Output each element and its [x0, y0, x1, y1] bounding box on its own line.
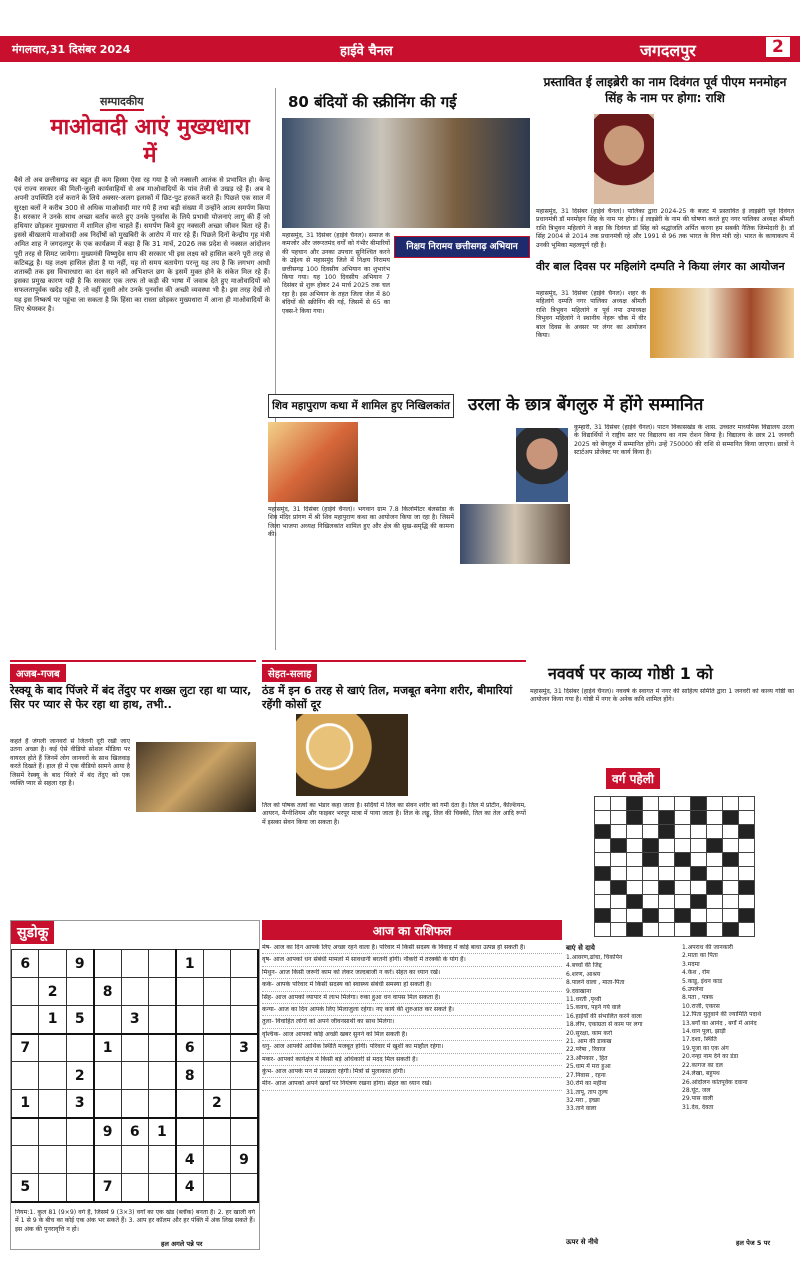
- sudoku-cell[interactable]: [176, 1090, 203, 1118]
- crossword-cell[interactable]: [643, 825, 659, 839]
- section-band: सेहत-सलाह: [262, 664, 317, 682]
- crossword-clue: 22.कागज का दल: [682, 1061, 723, 1069]
- crossword-clue: 18.लीप, एकाग्रता से काम पर लगा: [566, 1021, 643, 1029]
- crossword-cell[interactable]: [611, 839, 627, 853]
- crossword-cell[interactable]: [611, 825, 627, 839]
- crossword-clue: 32.मरा , इच्छा: [566, 1096, 600, 1104]
- sudoku-cell[interactable]: [66, 1146, 93, 1174]
- crossword-cell[interactable]: [707, 839, 723, 853]
- crossword-clue: 31.देव, देवता: [682, 1103, 714, 1111]
- rashi-item: धनु- आज आपकी आर्थिक स्थिति मजबूत होगी। परिवार में खुशी का माहौल रहेगा।: [262, 1043, 562, 1053]
- crossword-cell[interactable]: [691, 895, 707, 909]
- crossword-cell[interactable]: [707, 853, 723, 867]
- crossword-cell[interactable]: [675, 797, 691, 811]
- crossword-cell[interactable]: [659, 839, 675, 853]
- sudoku-cell[interactable]: 9: [66, 950, 93, 978]
- section-band: सुडोकू: [11, 921, 54, 944]
- sudoku-cell[interactable]: [39, 1174, 66, 1202]
- sudoku-cell[interactable]: 6: [121, 1118, 148, 1146]
- sudoku-cell[interactable]: [12, 1118, 39, 1146]
- sudoku-cell[interactable]: 1: [148, 1118, 175, 1146]
- sudoku-cell[interactable]: [231, 1174, 258, 1202]
- crossword-clue: 10.राजी, एकरस: [682, 1002, 720, 1010]
- crossword-cell[interactable]: [611, 853, 627, 867]
- sudoku-cell[interactable]: [121, 950, 148, 978]
- sudoku-cell[interactable]: 2: [39, 978, 66, 1006]
- crossword-cell[interactable]: [739, 867, 755, 881]
- sudoku-cell[interactable]: 7: [12, 1034, 39, 1062]
- rashi-item: कुंभ- आज आपके मन में प्रसन्नता रहेगी। मित्रों से मुलाकात होगी।: [262, 1068, 562, 1078]
- crossword-cell[interactable]: [723, 853, 739, 867]
- crossword-clue: 20.सुरक्षा, काम करो: [566, 1029, 612, 1037]
- crossword-cell[interactable]: [643, 797, 659, 811]
- crossword-cell[interactable]: [723, 839, 739, 853]
- sesame-photo: [296, 714, 408, 796]
- sudoku-cell[interactable]: [39, 1146, 66, 1174]
- crossword-clue: 4.केश , रोम: [682, 969, 710, 977]
- sudoku-cell[interactable]: [148, 950, 175, 978]
- crossword-cell[interactable]: [659, 895, 675, 909]
- sudoku-cell[interactable]: 6: [12, 950, 39, 978]
- sudoku-cell[interactable]: [148, 1146, 175, 1174]
- crossword-cell[interactable]: [675, 853, 691, 867]
- crossword-cell[interactable]: [627, 881, 643, 895]
- editorial: [10, 88, 276, 650]
- sudoku-cell[interactable]: [148, 978, 175, 1006]
- crossword-cell[interactable]: [691, 853, 707, 867]
- ajab-gajab: [10, 660, 256, 912]
- screening-photo: [282, 118, 530, 228]
- crossword-cell[interactable]: [707, 825, 723, 839]
- crossword-cell[interactable]: [707, 895, 723, 909]
- langar-photo: [650, 288, 794, 358]
- crossword-clue: 5.काडू, इंधन काड: [682, 977, 723, 985]
- crossword-cell[interactable]: [611, 923, 627, 937]
- crossword-cell[interactable]: [675, 811, 691, 825]
- crossword-cell[interactable]: [611, 881, 627, 895]
- crossword-clue: 31.तापू, ताप तुल्य: [566, 1088, 608, 1096]
- crossword-clue: 11.धरती ,पृथ्वी: [566, 996, 602, 1004]
- headline: शिव महापुराण कथा में शामिल हुए निखिलकांत: [272, 400, 450, 412]
- crossword-cell[interactable]: [627, 853, 643, 867]
- rashi-item: मिथुन- आज किसी जरूरी काम को लेकर जल्दबाजी न करें। सेहत का ध्यान रखें।: [262, 969, 562, 979]
- crossword-cell[interactable]: [611, 867, 627, 881]
- sudoku-cell[interactable]: [12, 978, 39, 1006]
- crossword-cell[interactable]: [595, 839, 611, 853]
- crossword-cell[interactable]: [659, 909, 675, 923]
- crossword-clue: 6.उपलेना: [682, 986, 704, 994]
- masthead: [0, 36, 800, 62]
- crossword-clue: 26.आंदोलन कांतपूर्वक दवाना: [682, 1078, 748, 1086]
- crossword-clue: 8.पालने वाला , माता-पिता: [566, 979, 625, 987]
- crossword-cell[interactable]: [723, 909, 739, 923]
- sudoku-cell[interactable]: [148, 1174, 175, 1202]
- sudoku-cell[interactable]: 6: [176, 1034, 203, 1062]
- crossword-cell[interactable]: [643, 867, 659, 881]
- sudoku-cell[interactable]: [121, 1146, 148, 1174]
- shiv-puran-photo: [268, 422, 358, 502]
- crossword-clue: 9.दवाखाना: [566, 987, 592, 995]
- crossword-cell[interactable]: [675, 881, 691, 895]
- body: महासमुंद, 31 दिसंबर (हाईवे चैनल)। नववर्ष के स्वागत में नगर की साहित्य समिति द्वारा 1 जनवरी को काव्य गोष्ठी का आयोजन किया गया है। गोष्ठी में नगर के अनेक कवि शामिल होंगे।: [530, 688, 794, 704]
- headline: रेस्क्यू के बाद पिंजरे में बंद तेंदुए पर शख्स लुटा रहा था प्यार, सिर पर प्यार से फेर रहा था हाथ, तभी..: [10, 684, 252, 711]
- crossword-cell[interactable]: [739, 797, 755, 811]
- across-heading: बाएं से दाये: [566, 944, 595, 952]
- crossword-cell[interactable]: [595, 811, 611, 825]
- sudoku-cell[interactable]: 1: [12, 1090, 39, 1118]
- crossword-cell[interactable]: [659, 881, 675, 895]
- crossword-clue: 27.निवास , रहना: [566, 1071, 606, 1079]
- crossword-cell[interactable]: [611, 895, 627, 909]
- crossword-cell[interactable]: [659, 853, 675, 867]
- sudoku-cell[interactable]: [203, 1006, 230, 1034]
- body: महासमुंद, 31 दिसंबर (हाईवे चैनल)। पालिका द्वारा 2024-25 के बजट में प्रस्तावित ई लाइब्रेरी पूर्व दिवंगत प्रधानमंत्री डॉ मनमोहन सिंह के नाम पर होगा। ई लाइब्रेरी के नाम की घोषणा करते हुए नगर पालिका अध्यक्ष श्रीमती राशि त्रिभुवन महिलांगे ने कहा कि दिवंगत डॉ सिंह को श्रद्धांजलि अर्पित करना हम सबकी नैतिक जिम्मेदारी है। डॉ सिंह 2004 से 2014 तक प्रधानमंत्री रहे और 1991 से 96 तक भारत के वित्त मंत्री रहे। भारत के कायाकल्प में उनकी भूमिका महत्वपूर्ण रही है।: [536, 208, 794, 249]
- crossword-cell[interactable]: [627, 811, 643, 825]
- crossword-cell[interactable]: [595, 853, 611, 867]
- story-langar: [536, 260, 794, 388]
- headline: नववर्ष पर काव्य गोष्ठी 1 को: [548, 664, 713, 683]
- crossword-clue: 16.हाईयाँ की संभालित करने वाला: [566, 1012, 642, 1020]
- crossword-cell[interactable]: [643, 923, 659, 937]
- crossword: [566, 768, 794, 1254]
- crossword-cell[interactable]: [723, 811, 739, 825]
- sudoku-cell[interactable]: [94, 1006, 121, 1034]
- crossword-cell[interactable]: [675, 867, 691, 881]
- sudoku-cell[interactable]: [66, 1034, 93, 1062]
- rashi-item: तुला- विवाहित लोगों को अपने जीवनसाथी का साथ मिलेगा।: [262, 1018, 562, 1028]
- sudoku-cell[interactable]: [121, 1090, 148, 1118]
- crossword-cell[interactable]: [739, 923, 755, 937]
- crossword-clue: 2.माता का पिता: [682, 952, 718, 960]
- headline: उरला के छात्र बेंगलुरु में होंगे सम्मानित: [468, 395, 704, 415]
- story-elibrary: [536, 74, 794, 254]
- crossword-cell[interactable]: [691, 811, 707, 825]
- student-photo: [460, 504, 570, 564]
- crossword-cell[interactable]: [691, 923, 707, 937]
- crossword-cell[interactable]: [595, 923, 611, 937]
- crossword-cell[interactable]: [595, 867, 611, 881]
- rashi-item: कर्क- आपके परिवार में किसी सदस्य को स्वास्थ्य संबंधी समस्या हो सकती है।: [262, 981, 562, 991]
- story-shiv-puran: [268, 392, 454, 654]
- rashi-item: वृष- आज आपको धन संबंधी मामलों में सावधानी बरतनी होगी। नौकरी में तरक्की के योग हैं।: [262, 956, 562, 966]
- sudoku-cell[interactable]: [121, 1174, 148, 1202]
- sudoku-cell[interactable]: [66, 1174, 93, 1202]
- sudoku-cell[interactable]: 9: [231, 1146, 258, 1174]
- rashi-item: वृश्चिक- आज आपको कोई अच्छी खबर सुनने को मिल सकती है।: [262, 1031, 562, 1041]
- sudoku-cell[interactable]: [39, 1062, 66, 1090]
- crossword-cell[interactable]: [707, 811, 723, 825]
- crossword-cell[interactable]: [739, 895, 755, 909]
- crossword-cell[interactable]: [627, 839, 643, 853]
- sudoku-cell[interactable]: 8: [176, 1062, 203, 1090]
- sudoku-cell[interactable]: [121, 1034, 148, 1062]
- crossword-cell[interactable]: [595, 895, 611, 909]
- rashi-item: मेष- आज का दिन आपके लिए अच्छा रहने वाला है। परिवार में किसी सदस्य के विवाह में कोई बाधा उत्पन्न हो सकती है।: [262, 944, 562, 954]
- crossword-cell[interactable]: [643, 895, 659, 909]
- crossword-clue: 8.पता , पत्रक: [682, 994, 714, 1002]
- issue-date: मंगलवार,31 दिसंबर 2024: [12, 43, 131, 56]
- rashifal: [262, 920, 562, 1250]
- crossword-cell[interactable]: [739, 881, 755, 895]
- crossword-cell[interactable]: [691, 881, 707, 895]
- crossword-cell[interactable]: [627, 923, 643, 937]
- sudoku-cell[interactable]: [94, 950, 121, 978]
- crossword-clue: 33.ताने वाला: [566, 1105, 597, 1113]
- sudoku-cell[interactable]: 1: [94, 1034, 121, 1062]
- crossword-cell[interactable]: [739, 853, 755, 867]
- crossword-clue: 29.पास वाली: [682, 1095, 713, 1103]
- crossword-cell[interactable]: [627, 825, 643, 839]
- sudoku-cell[interactable]: [39, 1090, 66, 1118]
- crossword-cell[interactable]: [643, 811, 659, 825]
- crossword-cell[interactable]: [707, 881, 723, 895]
- crossword-clue: 24.लेखा, बहुपथ: [682, 1070, 720, 1078]
- story-urla: [460, 392, 794, 654]
- crossword-cell[interactable]: [675, 839, 691, 853]
- sudoku-cell[interactable]: 3: [66, 1090, 93, 1118]
- sudoku-cell[interactable]: [203, 1146, 230, 1174]
- sudoku-cell[interactable]: [66, 1118, 93, 1146]
- sudoku-cell[interactable]: [203, 1034, 230, 1062]
- sudoku-cell[interactable]: 5: [66, 1006, 93, 1034]
- body: महासमुंद, 31 दिसंबर (हाईवे चैनल)। भगवान ग्राम 7.8 किलोमीटर बेलसोंडा के शिव मंदिर प्रांगण में श्री शिव महापुराण कथा का आयोजन किया जा रहा है। जिसमें जिला भाजपा अध्यक्ष निखिलकांत शामिल हुए और क्षेत्र की सुख-समृद्धि की कामना की।: [268, 506, 454, 539]
- down-heading: ऊपर से नीचे: [566, 1238, 599, 1246]
- crossword-cell[interactable]: [595, 881, 611, 895]
- crossword-cell[interactable]: [723, 881, 739, 895]
- crossword-clue: 1.आवरण,ढांचा, चिकोर्पन: [566, 954, 623, 961]
- crossword-clue: 28.घूंट, जल: [682, 1086, 711, 1094]
- crossword-cell[interactable]: [659, 811, 675, 825]
- crossword-cell[interactable]: [723, 867, 739, 881]
- sudoku-cell[interactable]: [231, 1062, 258, 1090]
- headline-bar: [268, 394, 454, 418]
- crossword-clue: 1.अपराध की जानकारी: [682, 944, 733, 951]
- headline: ठंड में इन 6 तरह से खाएं तिल, मजबूत बनेगा शरीर, बीमारियां रहेंगी कोसों दूर: [262, 684, 513, 711]
- rashifal-list: [262, 944, 562, 1250]
- sudoku-cell[interactable]: [203, 1118, 230, 1146]
- crossword-cell[interactable]: [739, 811, 755, 825]
- crossword-clue: 22.परेषा , रिवाज: [566, 1046, 606, 1054]
- sudoku-cell[interactable]: 4: [176, 1174, 203, 1202]
- crossword-clue: 25.धाम में मरा हुआ: [566, 1063, 611, 1071]
- crossword-cell[interactable]: [675, 909, 691, 923]
- sudoku-cell[interactable]: 9: [94, 1118, 121, 1146]
- crossword-clue: 4.बच्चों की जिद्द: [566, 962, 602, 970]
- sudoku-cell[interactable]: [176, 1118, 203, 1146]
- sudoku-cell[interactable]: [148, 1006, 175, 1034]
- sudoku-cell[interactable]: 2: [203, 1090, 230, 1118]
- crossword-clue: 19.पूजा का एक अंग: [682, 1044, 729, 1052]
- body: महासमुंद, 31 दिसंबर (हाईवे चैनल)। समाज के कमजोर और जरूरतमंद वर्गों को गंभीर बीमारियों की पहचान और उनका उपचार सुनिश्चित करने के उद्देश्य से महासमुंद जिले में निक्षय निरामय छत्तीसगढ़ 100 दिवसीय अभियान का शुभारंभ किया गया। यह 100 दिवसीय अभियान 7 दिसंबर से शुरू होकर 24 मार्च 2025 तक चल रहा है। इस अभियान के तहत जिला जेल में 80 बंदियों की स्क्रीनिंग की गई, जिसमें से 65 का एक्स-रे किया गया।: [282, 232, 390, 315]
- down-clues: [682, 944, 794, 1234]
- sudoku-cell[interactable]: [148, 1062, 175, 1090]
- sudoku-cell[interactable]: [12, 1146, 39, 1174]
- rashi-item: मीन- आज आपको अपने खर्चों पर नियंत्रण रखना होगा। सेहत का ध्यान रखें।: [262, 1080, 562, 1090]
- sudoku-cell[interactable]: [231, 950, 258, 978]
- editorial-title: माओवादी आएं मुख्यधारा में: [50, 115, 250, 168]
- crossword-cell[interactable]: [691, 867, 707, 881]
- crossword-clue: 17.दशा, स्थिति: [682, 1036, 717, 1044]
- sudoku-cell[interactable]: [203, 1174, 230, 1202]
- crossword-cell[interactable]: [723, 797, 739, 811]
- crossword-cell[interactable]: [707, 923, 723, 937]
- sudoku-cell[interactable]: [148, 1090, 175, 1118]
- sudoku-cell[interactable]: [231, 1006, 258, 1034]
- sudoku-cell[interactable]: [231, 978, 258, 1006]
- crossword-cell[interactable]: [643, 839, 659, 853]
- sudoku-grid[interactable]: [11, 949, 259, 1203]
- crossword-cell[interactable]: [707, 797, 723, 811]
- crossword-cell[interactable]: [643, 909, 659, 923]
- sudoku-cell[interactable]: [94, 1090, 121, 1118]
- crossword-cell[interactable]: [611, 909, 627, 923]
- crossword-cell[interactable]: [723, 923, 739, 937]
- sudoku-cell[interactable]: 4: [176, 1146, 203, 1174]
- paper-name: हाईवे चैनल: [340, 44, 393, 59]
- sudoku-rules: नियम:1. कुल 81 (9×9) वर्ग हैं, जिसमें 9 (3×3) वर्गों का एक खंड (ब्लॉक) बनता है। 2. हर खाली वर्ग में 1 से 9 के बीच का कोई एक अंक भर सकते हैं। 3. आप हर कॉलम और हर पंक्ति में अंक लिख सकते हैं। इस अंक की पुनरावृत्ति न हो।: [15, 1209, 255, 1233]
- sudoku-cell[interactable]: [203, 1062, 230, 1090]
- crossword-cell[interactable]: [595, 909, 611, 923]
- sudoku-cell[interactable]: [203, 950, 230, 978]
- crossword-cell[interactable]: [611, 811, 627, 825]
- crossword-cell[interactable]: [595, 797, 611, 811]
- crossword-cell[interactable]: [723, 825, 739, 839]
- body: कुम्हारी, 31 दिसंबर (हाईवे चैनल)। पाटन विकासखंड के शास. उच्चतर माध्यमिक विद्यालय उरला के विद्यार्थियों ने राष्ट्रीय स्तर पर विद्यालय का नाम रोशन किया है। विद्यालय के छात्र 21 जनवरी 2025 को बेंगलुरु में सम्मानित होंगे। उन्हें 750000 की राशि से सम्मानित किया जाएगा। छात्रों ने स्टार्टअप प्रोजेक्ट पर कार्य किया है।: [574, 424, 794, 457]
- sudoku-cell[interactable]: 1: [176, 950, 203, 978]
- editorial-body: बैसे तो अब छत्तीसगढ़ का बहुत ही कम हिस्सा ऐसा रह गया है जो नक्सली आतंक से प्रभावित हो। केन्द्र एवं राज्य सरकार की मिली-जुली कार्यवाहियों से अब माओवादियों के पांव तेजी से उखड़ रहे हैं। अब वे अपनी उपस्थिति दर्ज कराने के लिये अक्सर-अलग इलाकों में छिट-पुट हरकतें करते हैं। पिछले एक साल में सुरक्षा बलों ने करीब 300 से अधिक माओवादी मार गये हैं तथा बड़ी संख्या में उन्होंने आत्म समर्पण किया है। सरकार ने उनके साथ अच्छा बर्ताव करते हुए उनके पुनर्वास के लिये प्रभावी योजनाएं लागू की हैं जो हथियार छोड़कर मुख्यधारा में शामिल होना चाहते हैं। समर्पण किये हुए नक्सली अच्छा जीवन बिता रहे हैं। इससे बीखलाये माओवादी अब निर्दोषों को मुखबिरी के आरोप में मार रहे हैं। पिछले दिनों केन्द्रीय गृह मंत्री अमित शाह ने जगदलपुर के एक कार्यक्रम में कहा है कि 31 मार्च, 2026 तक प्रदेश से नक्सल आंदोलन पूरी तरह से सिमट जायेगा। मुख्यमंत्री विष्णुदेव साय की सरकार भी इस लक्ष्य को हासिल करने पूरी तरह से कटिबद्ध है। यह लक्ष्य हासिल होता है या नहीं, यह तो समय बतायेगा परन्तु यह तय है कि लगभग आधी शताब्दी तक इस विचारधारा का दंश सहने को अभिशप्त छग के इसमें मुक्त होने के संकेत मिल रहे हैं। इसका प्रमुख कारण यही है कि सरकार एक तरफ तो कड़ी की भाषा में जवाब देते हुए माओवादियों को सफलतापूर्वक खदेड़ रही है, तो वहीं दूसरी ओर उनके पुनर्वास की अच्छी व्यवस्था भी है। इस तरह देखें तो यह इस निष्कर्ष पर पहुंचा जा सकता है कि हिंसा का रास्ता छोड़कर मुख्यधारा में आना ही माओवादियों के लिए श्रेयस्कर है।: [14, 176, 270, 313]
- crossword-cell[interactable]: [595, 825, 611, 839]
- sudoku-cell[interactable]: [176, 1006, 203, 1034]
- crossword-clue: 30.रोमे का महीना: [566, 1080, 607, 1088]
- crossword-cell[interactable]: [659, 923, 675, 937]
- crossword-clue: 23.औपकार , हित: [566, 1054, 608, 1062]
- crossword-answer: हल पेज 5 पर: [736, 1239, 771, 1247]
- crossword-cell[interactable]: [659, 797, 675, 811]
- city-name: जगदलपुर: [640, 41, 696, 60]
- crossword-cell[interactable]: [691, 909, 707, 923]
- story-screening: [282, 88, 530, 388]
- sudoku-cell[interactable]: 3: [231, 1034, 258, 1062]
- leopard-photo: [136, 742, 256, 812]
- crossword-clue: 20.नन्हा नाम देने का डंडा: [682, 1053, 739, 1061]
- box-label-text: निक्षय निरामय छत्तीसगढ़ अभियान: [406, 242, 518, 252]
- crossword-cell[interactable]: [707, 909, 723, 923]
- story-kavya-goshthi: [530, 660, 794, 762]
- rashi-item: मकर- आपको कार्यक्षेत्र में किसी बड़े अधिकारी से मदद मिल सकती है।: [262, 1056, 562, 1066]
- crossword-clue: 6.शरण, आश्रय: [566, 970, 601, 978]
- crossword-cell[interactable]: [627, 797, 643, 811]
- crossword-cell[interactable]: [723, 895, 739, 909]
- crossword-cell[interactable]: [691, 797, 707, 811]
- editorial-section: सम्पादकीय: [100, 94, 144, 111]
- sudoku-cell[interactable]: 8: [94, 978, 121, 1006]
- crossword-clue: 13.बर्गों का आनंद , बर्गों में आनंद: [682, 1019, 757, 1027]
- box-label: [394, 236, 530, 258]
- section-band-text: आज का राशिफल: [372, 924, 452, 938]
- section-band: अजब-गजब: [10, 664, 66, 682]
- page-number: 2: [766, 37, 790, 57]
- sudoku-cell[interactable]: [94, 1146, 121, 1174]
- crossword-cell[interactable]: [675, 923, 691, 937]
- crossword-cell[interactable]: [659, 867, 675, 881]
- crossword-cell[interactable]: [707, 867, 723, 881]
- sudoku-cell[interactable]: [66, 978, 93, 1006]
- across-clues: [566, 954, 678, 1244]
- crossword-cell[interactable]: [675, 825, 691, 839]
- rashi-portrait: [594, 114, 654, 204]
- sudoku-cell[interactable]: 3: [121, 1006, 148, 1034]
- crossword-cell[interactable]: [691, 839, 707, 853]
- crossword-cell[interactable]: [643, 881, 659, 895]
- body: कहते हैं जंगली जानवरों से जितनी दूरी रखी जाए उतना अच्छा है। कई ऐसे वीडियो सोशल मीडिया पर वायरल होते हैं जिनमें लोग जानवरों के साथ खिलवाड़ करते दिखते हैं। हाल ही में एक वीडियो सामने आया है जिसमें रेस्क्यू के बाद पिंजरे में बंद तेंदुए को एक व्यक्ति प्यार से सहला रहा है।: [10, 738, 130, 788]
- crossword-clue: 12.पिता मुतुवाने की ज्यामिति पदार्थ: [682, 1011, 762, 1019]
- sudoku: [10, 920, 260, 1250]
- crossword-grid[interactable]: [594, 796, 755, 937]
- sudoku-cell[interactable]: 5: [12, 1174, 39, 1202]
- sudoku-cell[interactable]: [12, 1062, 39, 1090]
- headline: वीर बाल दिवस पर महिलांगे दम्पति ने किया लंगर का आयोजन: [536, 260, 785, 273]
- crossword-cell[interactable]: [659, 825, 675, 839]
- crossword-cell[interactable]: [739, 909, 755, 923]
- crossword-cell[interactable]: [627, 867, 643, 881]
- sudoku-cell[interactable]: [39, 1034, 66, 1062]
- body: महासमुंद, 31 दिसंबर (हाईवे चैनल)। शहर के महिलांगे दम्पति नगर पालिका अध्यक्ष श्रीमती राशि त्रिभुवन महिलांगे व पूर्व नपा उपाध्यक्ष त्रिभुवन महिलांगे ने स्थानीय नेहरू चौक में वीर बाल दिवस के अवसर पर लंगर का आयोजन किया।: [536, 290, 646, 340]
- sudoku-cell[interactable]: [39, 1118, 66, 1146]
- headline: प्रस्तावित ई लाइब्रेरी का नाम दिवंगत पूर्व पीएम मनमोहन सिंह के नाम पर होगा: राशि: [543, 75, 787, 105]
- body: तिल को पोषक तत्वों का भंडार कहा जाता है। सर्दियों में तिल का सेवन शरीर को गर्मी देता है। तिल में प्रोटीन, कैल्शियम, आयरन, मैग्नीशियम और फाइबर भरपूर मात्रा में पाया जाता है। तिल के लड्डू, तिल की चिक्की, तिल का तेल आदि रूपों में इसका सेवन किया जा सकता है।: [262, 802, 526, 826]
- sudoku-answer: हल अगले पन्ने पर: [161, 1240, 203, 1248]
- sudoku-cell[interactable]: [176, 978, 203, 1006]
- sudoku-cell[interactable]: [121, 978, 148, 1006]
- sudoku-cell[interactable]: 1: [39, 1006, 66, 1034]
- student-portrait: [516, 428, 568, 502]
- sudoku-cell[interactable]: [231, 1090, 258, 1118]
- sudoku-cell[interactable]: [231, 1118, 258, 1146]
- crossword-cell[interactable]: [611, 797, 627, 811]
- headline: 80 बंदियों की स्क्रीनिंग की गई: [288, 93, 457, 111]
- section-band: वर्ग पहेली: [606, 768, 660, 789]
- sudoku-cell[interactable]: [203, 978, 230, 1006]
- sudoku-cell[interactable]: [94, 1062, 121, 1090]
- crossword-cell[interactable]: [675, 895, 691, 909]
- section-band: [262, 920, 562, 940]
- crossword-clue: 15.कवच, पहने गये वाले: [566, 1004, 621, 1012]
- sehat-salah: [262, 660, 526, 910]
- crossword-cell[interactable]: [643, 853, 659, 867]
- sudoku-cell[interactable]: [121, 1062, 148, 1090]
- crossword-clue: 3.मदमा: [682, 960, 700, 968]
- rashi-item: सिंह- आज आपको व्यापार में लाभ मिलेगा। रुका हुआ धन वापस मिल सकता है।: [262, 994, 562, 1004]
- crossword-cell[interactable]: [627, 895, 643, 909]
- crossword-cell[interactable]: [739, 839, 755, 853]
- crossword-cell[interactable]: [627, 909, 643, 923]
- crossword-cell[interactable]: [739, 825, 755, 839]
- sudoku-cell[interactable]: 2: [66, 1062, 93, 1090]
- sudoku-cell[interactable]: [12, 1006, 39, 1034]
- rashi-item: कन्या- आज का दिन आपके लिए मिलाजुला रहेगा। नए कार्य की शुरुआत कर सकते हैं।: [262, 1006, 562, 1016]
- crossword-clue: 14.धान पूला, झाड़ी: [682, 1028, 726, 1036]
- crossword-clue: 21. आम की डाकख: [566, 1038, 612, 1046]
- sudoku-cell[interactable]: [148, 1034, 175, 1062]
- sudoku-cell[interactable]: [39, 950, 66, 978]
- sudoku-cell[interactable]: 7: [94, 1174, 121, 1202]
- crossword-cell[interactable]: [691, 825, 707, 839]
